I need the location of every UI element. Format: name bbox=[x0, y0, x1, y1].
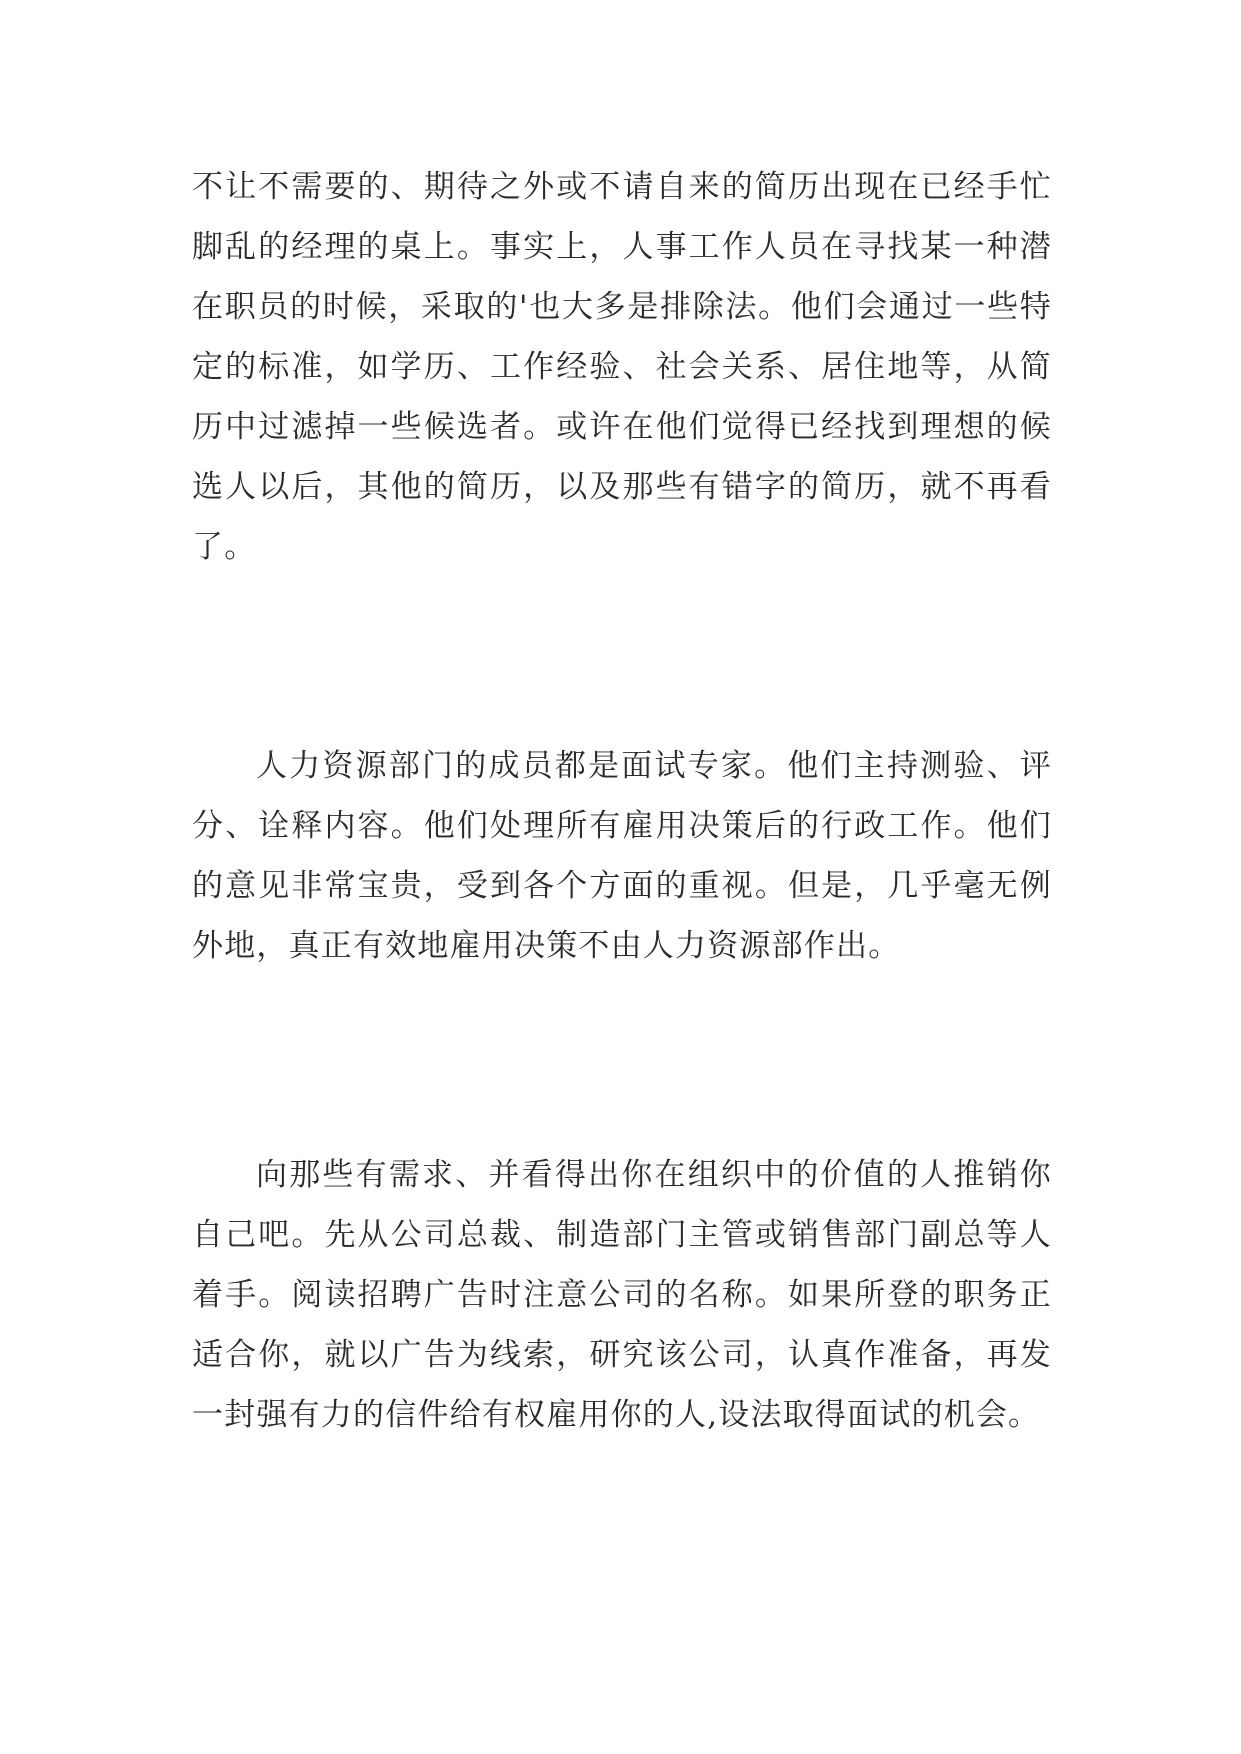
paragraph-sell-yourself: 向那些有需求、并看得出你在组织中的价值的人推销你自己吧。先从公司总裁、制造部门主管或销售部门副总等人着手。阅读招聘广告时注意公司的名称。如果所登的职务正适合你，就以广告为线索，研究该公司，认真作准备，再发一封强有力的信件给有权雇用你的人,设法取得面试的机会。 bbox=[192, 1157, 1052, 1433]
paragraph-hr-department: 人力资源部门的成员都是面试专家。他们主持测验、评分、诠释内容。他们处理所有雇用决策后的行政工作。他们的意见非常宝贵，受到各个方面的重视。但是，几乎毫无例外地，真正有效地雇用决策不由人力资源部作出。 bbox=[192, 748, 1052, 964]
paragraph-resume-filtering: 不让不需要的、期待之外或不请自来的简历出现在已经手忙脚乱的经理的桌上。事实上，人事工作人员在寻找某一种潜在职员的时候，采取的'也大多是排除法。他们会通过一些特定的标准，如学历、工作经验、社会关系、居住地等，从简历中过滤掉一些候选者。或许在他们觉得已经找到理想的候选人以后，其他的简历，以及那些有错字的简历，就不再看了。 bbox=[192, 169, 1052, 565]
